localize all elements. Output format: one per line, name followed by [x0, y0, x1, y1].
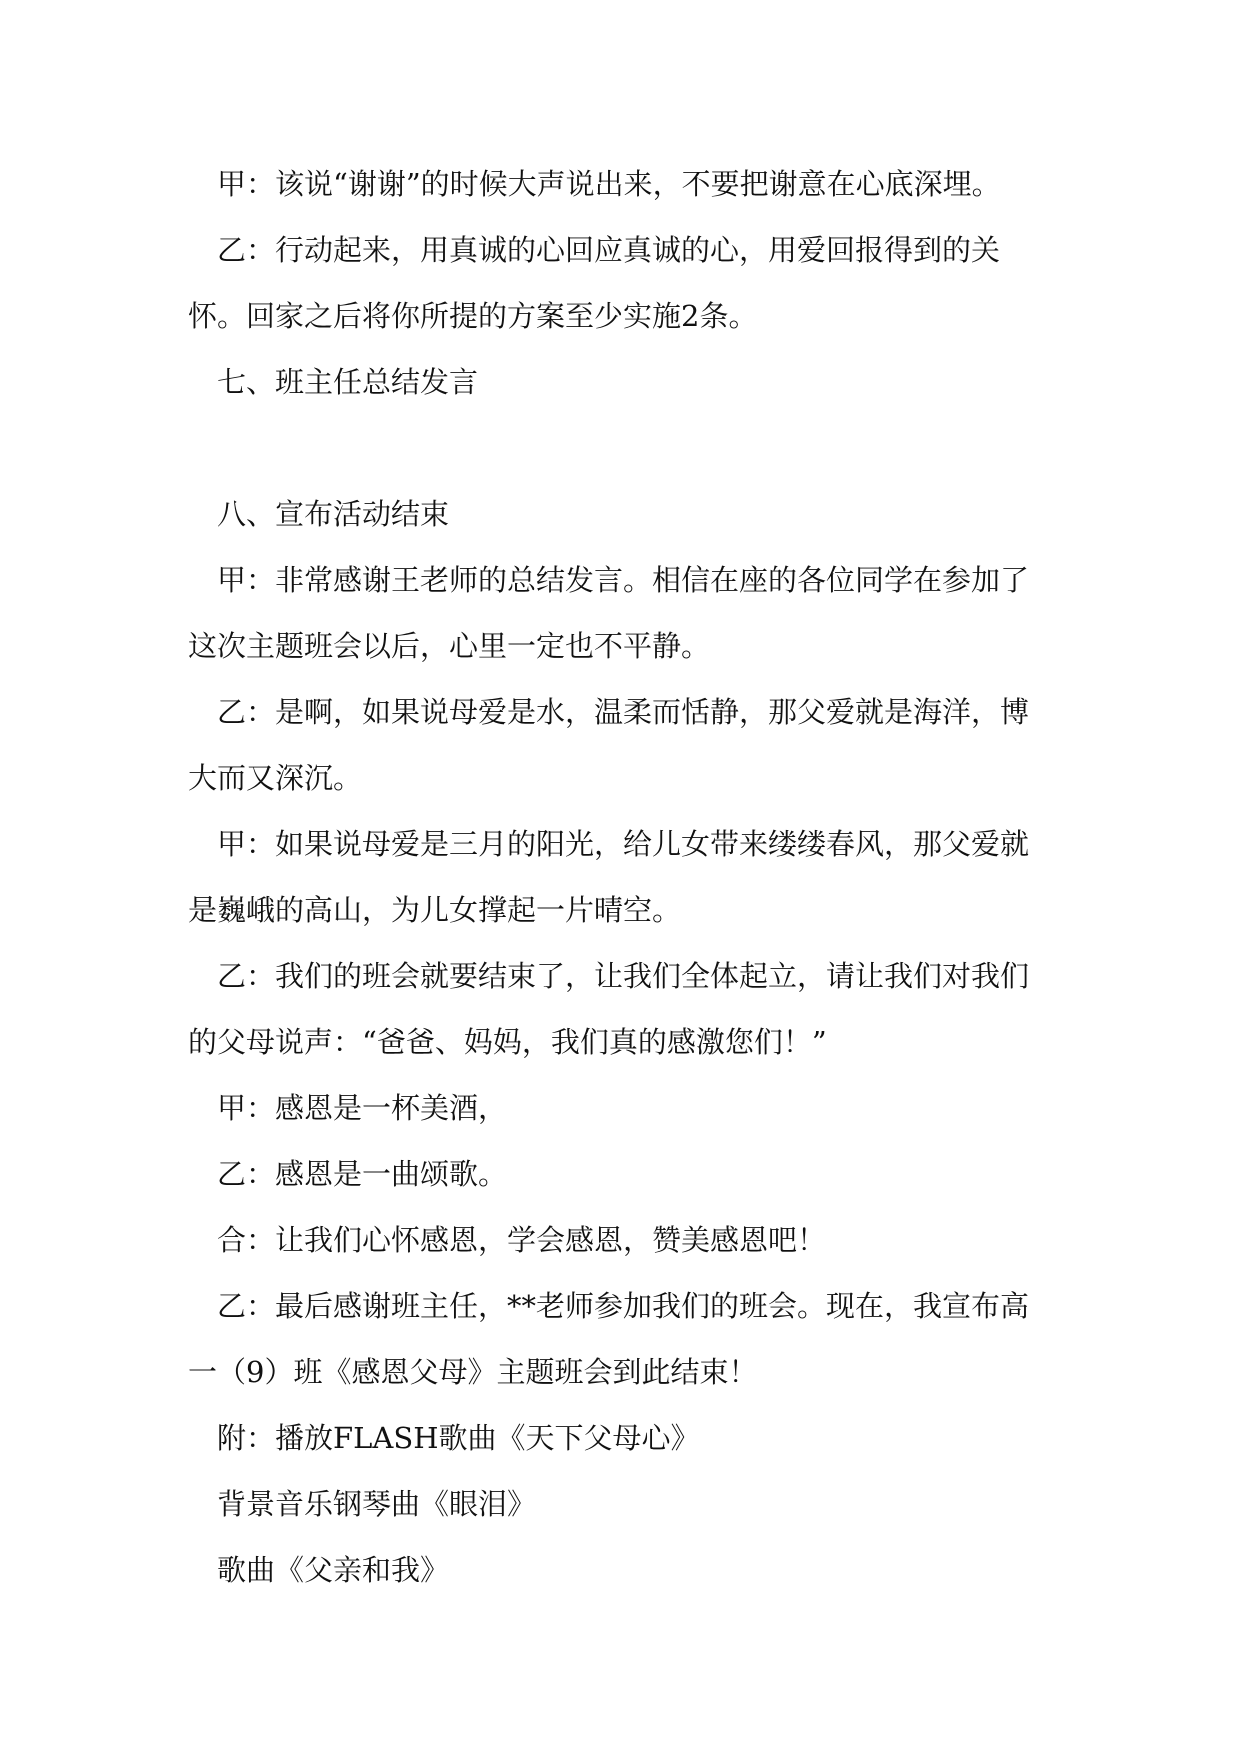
paragraph: 甲：感恩是一杯美酒， [217, 1091, 508, 1125]
paragraph: 背景音乐钢琴曲《眼泪》 [217, 1487, 537, 1521]
section-heading: 七、班主任总结发言 [217, 365, 479, 399]
paragraph: 乙：最后感谢班主任，**老师参加我们的班会。现在，我宣布高一（9）班《感恩父母》主题班会到此结束！ [188, 1289, 1030, 1389]
paragraph: 甲：非常感谢王老师的总结发言。相信在座的各位同学在参加了这次主题班会以后，心里一定也不平静。 [188, 563, 1030, 663]
paragraph: 乙：我们的班会就要结束了，让我们全体起立，请让我们对我们的父母说声：“爸爸、妈妈，我们真的感激您们！” [188, 959, 1030, 1059]
document-body [188, 151, 1048, 1603]
paragraph: 合：让我们心怀感恩，学会感恩，赞美感恩吧！ [217, 1223, 827, 1257]
paragraph: 附：播放FLASH歌曲《天下父母心》 [217, 1421, 700, 1455]
paragraph: 甲：如果说母爱是三月的阳光，给儿女带来缕缕春风，那父爱就是巍峨的高山，为儿女撑起一片晴空。 [188, 827, 1030, 927]
paragraph: 歌曲《父亲和我》 [217, 1553, 450, 1587]
paragraph: 甲：该说“谢谢”的时候大声说出来，不要把谢意在心底深埋。 [217, 167, 1001, 201]
paragraph: 乙：行动起来，用真诚的心回应真诚的心，用爱回报得到的关怀。回家之后将你所提的方案至少实施2条。 [188, 233, 1001, 333]
blank-line [188, 415, 1048, 481]
section-heading: 八、宣布活动结束 [217, 497, 450, 531]
paragraph: 乙：感恩是一曲颂歌。 [217, 1157, 508, 1191]
paragraph: 乙：是啊，如果说母爱是水，温柔而恬静，那父爱就是海洋，博大而又深沉。 [188, 695, 1030, 795]
